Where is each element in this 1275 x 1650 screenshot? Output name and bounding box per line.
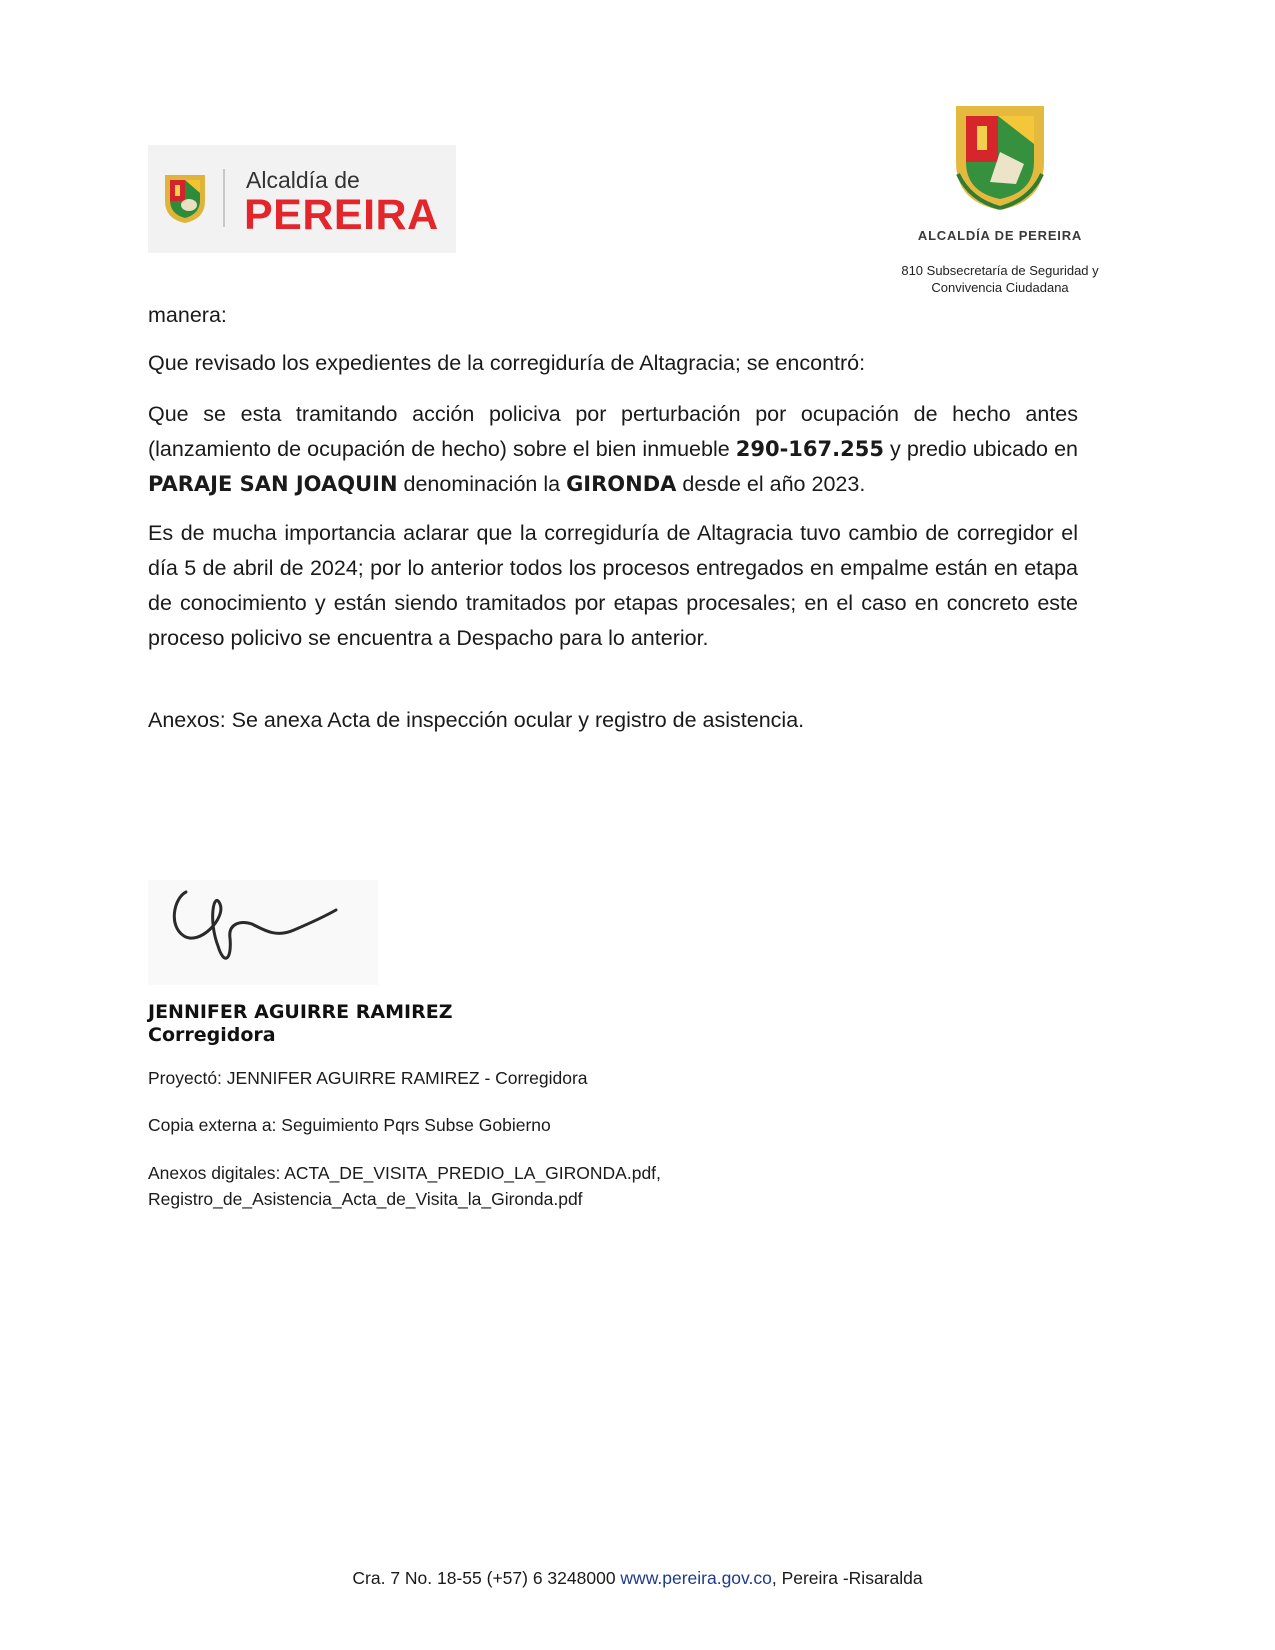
footer — [0, 1568, 1275, 1589]
logo-line1: Alcaldía de — [246, 167, 360, 193]
process-text-2: y predio ubicado en — [883, 437, 1078, 461]
logo-divider — [223, 169, 225, 227]
signer-name: JENNIFER AGUIRRE RAMIREZ — [148, 1001, 453, 1023]
website-link[interactable]: www.pereira.gov.co — [620, 1568, 772, 1588]
logo-line2: PEREIRA — [244, 191, 439, 239]
emblem-caption: ALCALDÍA DE PEREIRA — [917, 228, 1083, 243]
digital-annexes — [148, 1160, 661, 1212]
paragraph-review: Que revisado los expedientes de la corregiduría de Altagracia; se encontró: — [148, 351, 866, 375]
alcaldia-emblem — [915, 98, 1085, 248]
property-name: GIRONDA — [566, 472, 677, 496]
alcaldia-logo — [148, 145, 456, 253]
drafted-by: Proyectó: JENNIFER AGUIRRE RAMIREZ - Corregidora — [148, 1068, 588, 1088]
paragraph-importance: Es de mucha importancia aclarar que la corregiduría de Altagracia tuvo cambio de corregidor el día 5 de abril de 2024; por lo anterior todos los procesos entregados en empalme están en etapa de conocimiento y están siendo tramitados por etapas procesales; en el caso en concreto este proceso policivo se encuentra a Despacho para lo anterior. — [148, 521, 1078, 650]
paragraph-annexes: Anexos: Se anexa Acta de inspección ocular y registro de asistencia. — [148, 708, 805, 732]
process-text-4: desde el año 2023. — [676, 472, 866, 496]
process-text-3: denominación la — [397, 472, 567, 496]
paragraph-intro: manera: — [148, 303, 227, 327]
coat-of-arms-icon — [162, 171, 208, 225]
digital-annex-2: Registro_de_Asistencia_Acta_de_Visita_la_Gironda.pdf — [148, 1189, 583, 1209]
process-text-1: Que se esta tramitando acción policiva por perturbación por ocupación de hecho antes (lanzamiento de ocupación de hecho) sobre el bien inmueble — [148, 402, 1078, 461]
footer-city: , Pereira -Risaralda — [771, 1568, 923, 1588]
coat-of-arms-icon — [950, 104, 1050, 214]
office-line1: 810 Subsecretaría de Seguridad y — [901, 263, 1099, 278]
office-label — [880, 262, 1120, 296]
footer-address: Cra. 7 No. 18-55 (+57) 6 3248000 — [352, 1568, 621, 1588]
external-copy: Copia externa a: Seguimiento Pqrs Subse Gobierno — [148, 1115, 551, 1135]
property-id: 290-167.255 — [735, 437, 884, 461]
signature-icon — [148, 880, 378, 985]
digital-annex-1: Anexos digitales: ACTA_DE_VISITA_PREDIO_LA_GIRONDA.pdf, — [148, 1163, 661, 1183]
handwritten-signature — [148, 880, 378, 985]
paragraph-process — [148, 397, 1078, 502]
signer-role: Corregidora — [148, 1024, 276, 1046]
office-line2: Convivencia Ciudadana — [931, 280, 1069, 295]
property-location: PARAJE SAN JOAQUIN — [148, 472, 398, 496]
